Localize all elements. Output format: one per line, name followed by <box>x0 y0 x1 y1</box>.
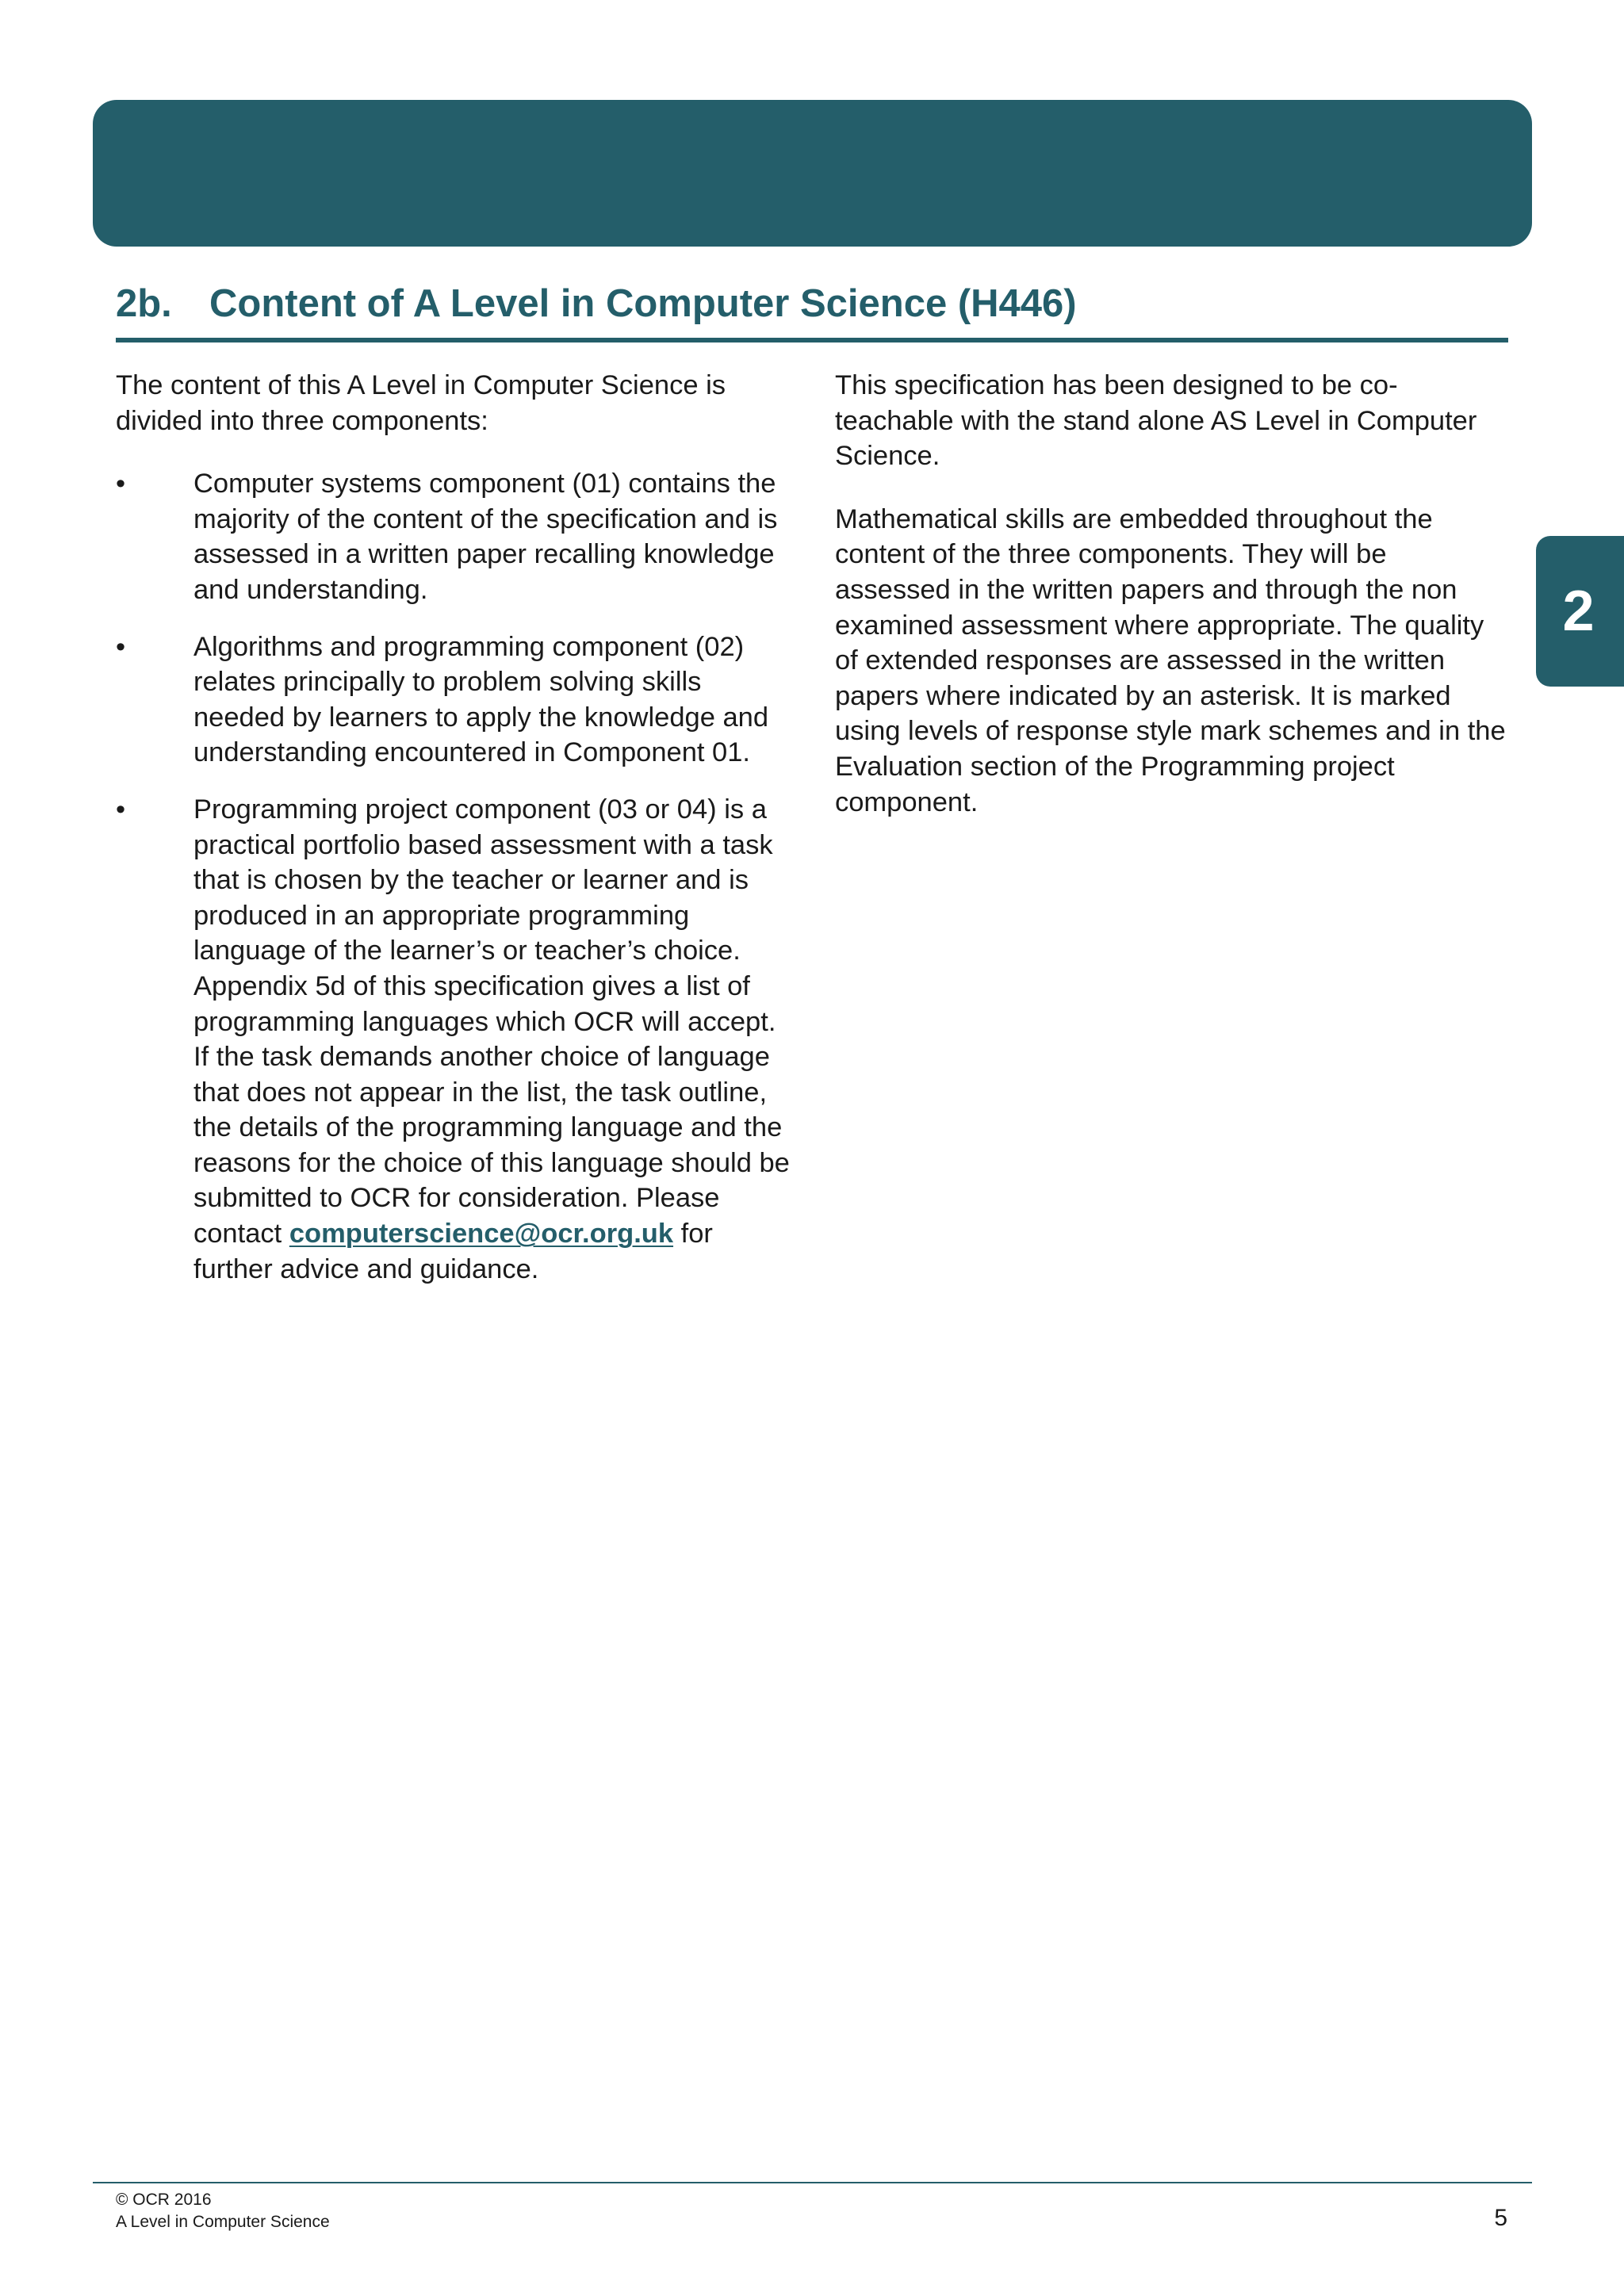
list-item-text: Programming project component (03 or 04) is a practical portfolio based assessment with a task that is chosen by the teacher or learner and is produced in an appropriate programming language of the learner’s or teacher’s choice. Appendix 5d of this specification gives a list of programming languages which OCR will accept. If the task demands another choice of language that does not appear in the list, the task outline, the details of the programming language and the reasons for the choice of this language should be submitted to OCR for consideration. Please contact <box>193 794 790 1249</box>
section-tab-label: 2 <box>1562 580 1595 643</box>
page-number: 5 <box>1494 2205 1507 2231</box>
coteachable-paragraph: This specification has been designed to be co-teachable with the stand alone AS Level in Computer Science. <box>835 370 1477 472</box>
bullet-marker: • <box>116 631 126 662</box>
list-item-text: Computer systems component (01) contains the majority of the content of the specification and is assessed in a written paper recalling knowledge and understanding. <box>193 469 778 605</box>
footer-copyright: © OCR 2016 <box>116 2191 212 2209</box>
list-item <box>116 466 798 607</box>
list-item <box>116 629 798 771</box>
bullet-marker: • <box>116 794 126 825</box>
section-heading <box>116 276 1508 331</box>
right-column <box>835 368 1509 848</box>
list-item <box>116 792 798 1287</box>
list-item-suffix: for further advice and guidance. <box>193 1219 713 1284</box>
footer-document-title: A Level in Computer Science <box>116 2213 330 2231</box>
component-list <box>116 466 798 1287</box>
section-title: Content of A Level in Computer Science (H446) <box>209 282 1077 325</box>
heading-rule <box>116 338 1508 342</box>
maths-skills-paragraph: Mathematical skills are embedded throughout the content of the three components. They will be assessed in the written papers and through the non examined assessment where appropriate. The quality of extended responses are assessed in the written papers where indicated by an asterisk. It is marked using levels of response style mark schemes and in the Evaluation section of the Programming project component. <box>835 503 1506 817</box>
list-item-text: Algorithms and programming component (02) relates principally to problem solving skills needed by learners to apply the knowledge and understanding encountered in Component 01. <box>193 631 769 768</box>
footer-rule <box>93 2182 1532 2183</box>
section-tab[interactable] <box>1536 536 1624 687</box>
intro-paragraph: The content of this A Level in Computer Science is divided into three components: <box>116 370 726 436</box>
left-column <box>116 368 798 1308</box>
section-number: 2b. <box>116 282 172 325</box>
footer <box>116 2189 330 2233</box>
bullet-marker: • <box>116 469 126 499</box>
header-banner <box>93 100 1532 247</box>
contact-email-link[interactable]: computerscience@ocr.org.uk <box>289 1219 674 1249</box>
